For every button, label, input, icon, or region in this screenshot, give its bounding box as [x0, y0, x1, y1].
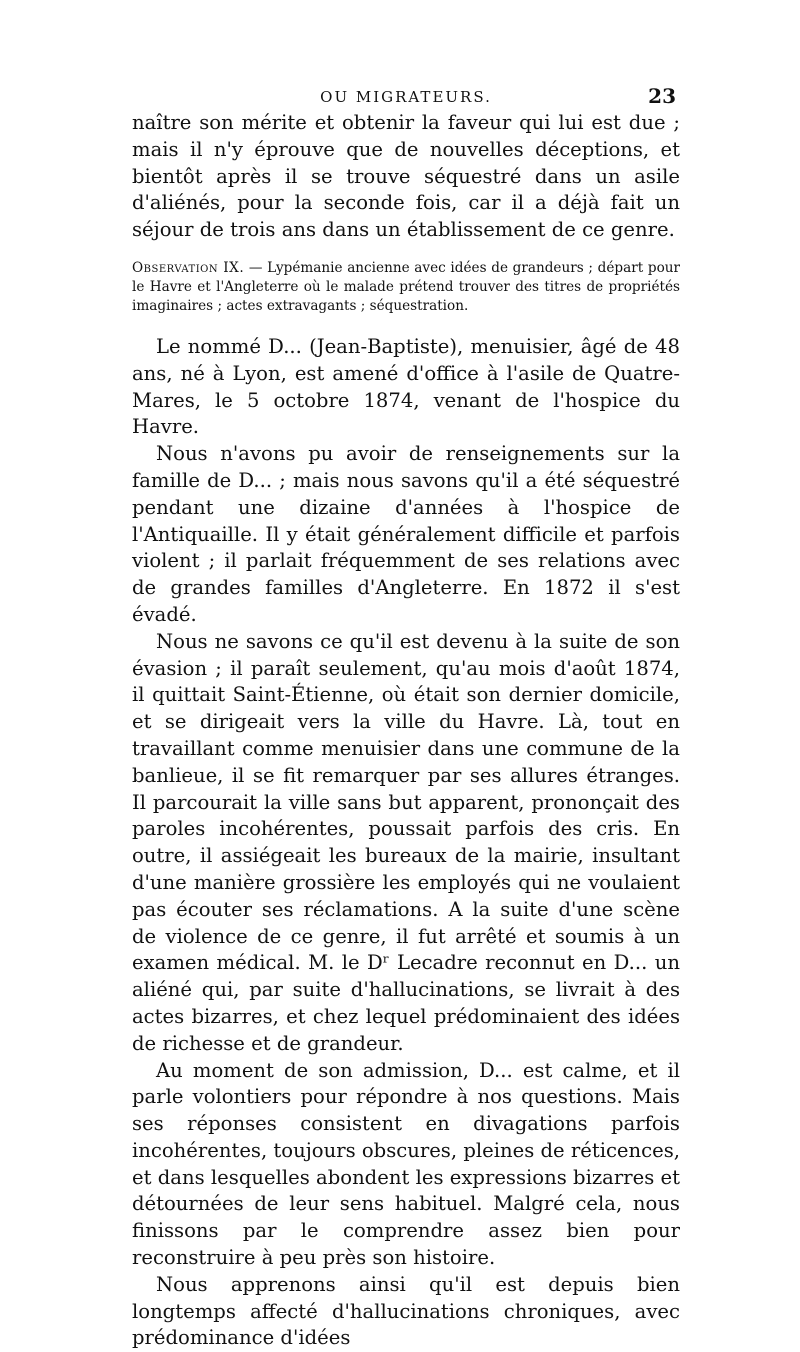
- book-page: [132, 78, 680, 1352]
- observation-summary: [132, 259, 680, 316]
- paragraph-hallucinations: Nous apprenons ainsi qu'il est depuis bien longtemps affecté d'hallucinations chroniques, avec prédominance d'idées: [132, 1272, 680, 1350]
- running-head: [132, 78, 680, 110]
- observation-dash: —: [244, 259, 268, 276]
- paragraph-evasion: Nous ne savons ce qu'il est devenu à la suite de son évasion ; il paraît seulement, qu'au mois d'août 1874, il quittait Saint-Étienne, où était son dernier domicile, et se dirigeait vers la ville du Havre. Là, tout en travaillant comme menuisier dans une commune de la banlieue, il se fit remarquer par ses allures étranges. Il parcourait la ville sans but apparent, prononçait des paroles incohérentes, poussait parfois des cris. En outre, il assiégeait les bureaux de la mairie, insultant d'une manière grossière les employés qui ne voulaient pas écouter ses réclamations. A la suite d'une scène de violence de ce genre, il fut arrêté et soumis à un examen médical. M. le Dʳ Lecadre reconnut en D... un aliéné qui, par suite d'hallucinations, se livrait à des actes bizarres, et chez lequel prédominaient des idées de richesse et de grandeur.: [132, 629, 680, 1055]
- observation-text: Lypémanie ancienne avec idées de grandeurs ; départ pour le Havre et l'Angleterre où le malade prétend trouver des titres de propriétés imaginaires ; actes extravagants ; séquestration.: [132, 259, 681, 314]
- paragraph-patient-identity: Le nommé D... (Jean-Baptiste), menuisier, âgé de 48 ans, né à Lyon, est amené d'office à l'asile de Quatre-Mares, le 5 octobre 1874, venant de l'hospice du Havre.: [132, 334, 680, 439]
- paragraph-history: Nous n'avons pu avoir de renseignements sur la famille de D... ; mais nous savons qu'il a été séquestré pendant une dizaine d'années à l'hospice de l'Antiquaille. Il y était généralement difficile et parfois violent ; il parlait fréquemment de ses relations avec de grandes familles d'Angleterre. En 1872 il s'est évadé.: [132, 442, 680, 626]
- paragraph-continuation: naître son mérite et obtenir la faveur qui lui est due ; mais il n'y éprouve que de nouvelles déceptions, et bientôt après il se trouve séquestré dans un asile d'aliénés, pour la seconde fois, car il a déjà fait un séjour de trois ans dans un établissement de ce genre.: [132, 111, 680, 242]
- observation-heading: Observation IX.: [132, 259, 245, 276]
- page-number: 23: [648, 84, 676, 108]
- running-title: OU MIGRATEURS.: [320, 88, 492, 106]
- paragraph-admission: Au moment de son admission, D... est calme, et il parle volontiers pour répondre à nos questions. Mais ses réponses consistent en divagations parfois incohérentes, toujours obscures, pleines de réticences, et dans lesquelles abondent les expressions bizarres et détournées de leur sens habituel. Malgré cela, nous finissons par le comprendre assez bien pour reconstruire à peu près son histoire.: [132, 1058, 681, 1270]
